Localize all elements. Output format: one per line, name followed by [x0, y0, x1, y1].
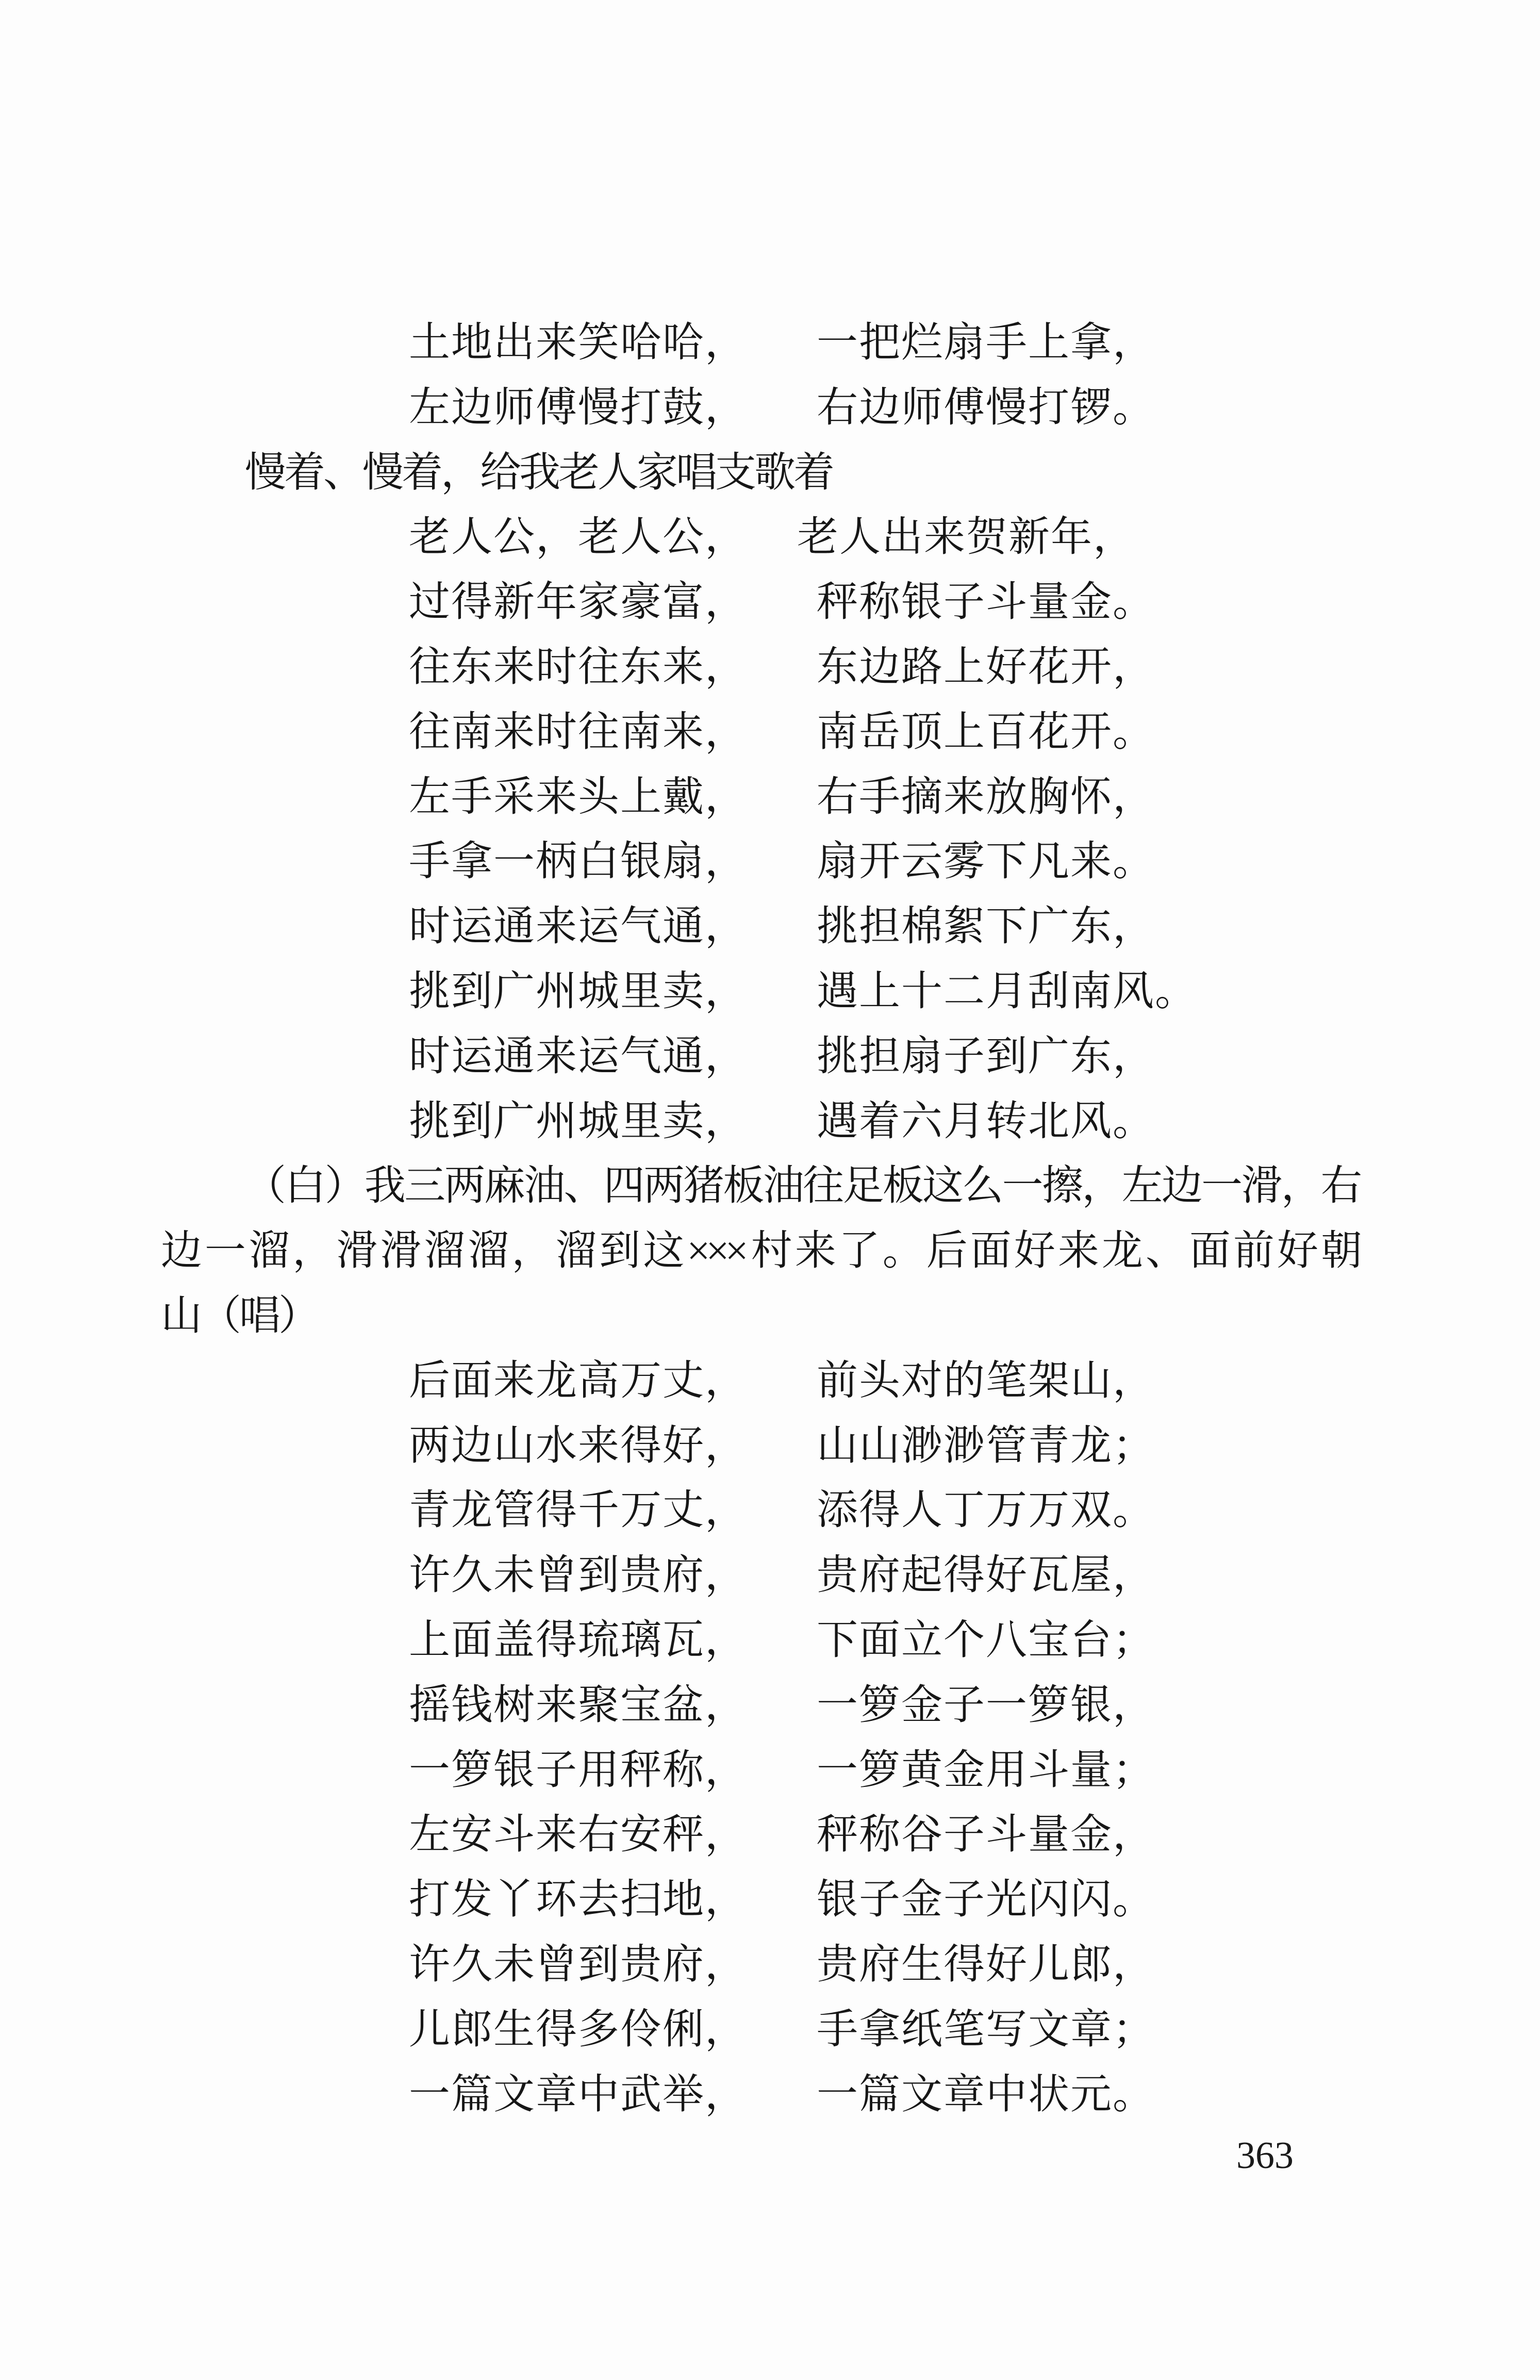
verse-line	[0, 1425, 1540, 1467]
verse-line	[0, 647, 1540, 688]
verse-first-half: 老人公，老人公，	[409, 515, 747, 561]
verse-second-half: 遇上十二月刮南风。	[817, 969, 1197, 1014]
verse-first-half: 青龙管得千万丈，	[409, 1488, 747, 1534]
verse-first-half: 时运通来运气通，	[409, 904, 747, 950]
verse-line	[0, 1033, 1540, 1079]
verse-first-half: 过得新年家豪富，	[409, 580, 747, 626]
verse-first-half: 手拿一柄白银扇，	[409, 839, 747, 885]
prose-line: 边一溜，滑滑溜溜，溜到这×××村来了。后面好来龙、面前好朝	[161, 1228, 1358, 1274]
page-number: 363	[1236, 2135, 1294, 2177]
verse-first-half: 上面盖得琉璃瓦，	[409, 1618, 747, 1663]
verse-second-half: 秤称银子斗量金。	[817, 580, 1155, 626]
verse-first-half: 一箩银子用秤称，	[409, 1747, 747, 1793]
verse-line	[0, 322, 1540, 364]
verse-second-half: 前头对的笔架山，	[817, 1358, 1155, 1404]
verse-second-half: 银子金子光闪闪。	[817, 1877, 1155, 1923]
prose-line: 山（唱）	[161, 1293, 318, 1339]
verse-first-half: 左边师傅慢打鼓，	[409, 385, 747, 431]
verse-second-half: 右边师傅慢打锣。	[817, 385, 1155, 431]
verse-first-half: 许久未曾到贵府，	[409, 1942, 747, 1988]
verse-line	[0, 2007, 1540, 2053]
verse-second-half: 秤称谷子斗量金，	[817, 1812, 1155, 1858]
verse-first-half: 挑到广州城里卖，	[409, 1098, 747, 1144]
verse-second-half: 一把烂扇手上拿，	[817, 320, 1155, 366]
verse-line	[0, 2072, 1540, 2118]
verse-first-half: 打发丫环去扫地，	[409, 1877, 747, 1923]
verse-line	[0, 1879, 1540, 1921]
verse-second-half: 贵府起得好瓦屋，	[817, 1553, 1155, 1599]
verse-second-half: 东边路上好花开，	[817, 645, 1155, 690]
verse-first-half: 摇钱树来聚宝盆，	[409, 1682, 747, 1728]
verse-second-half: 右手摘来放胸怀，	[817, 774, 1155, 820]
verse-line	[0, 1747, 1540, 1793]
verse-line	[0, 1682, 1540, 1728]
verse-first-half: 时运通来运气通，	[409, 1033, 747, 1079]
verse-first-half: 往东来时往东来，	[409, 645, 747, 690]
verse-first-half: 左安斗来右安秤，	[409, 1812, 747, 1858]
verse-second-half: 一箩黄金用斗量；	[817, 1747, 1155, 1793]
verse-line	[0, 1620, 1540, 1661]
verse-second-half: 挑担棉絮下广东，	[817, 904, 1155, 950]
verse-line	[0, 515, 1540, 561]
verse-second-half: 下面立个八宝台；	[817, 1618, 1155, 1663]
verse-line	[0, 1942, 1540, 1988]
verse-line	[0, 1360, 1540, 1402]
verse-first-half: 一篇文章中武举，	[409, 2072, 747, 2118]
verse-first-half: 许久未曾到贵府，	[409, 1553, 747, 1599]
verse-first-half: 往南来时往南来，	[409, 709, 747, 755]
verse-line	[0, 971, 1540, 1012]
verse-second-half: 老人出来贺新年，	[797, 515, 1135, 561]
verse-second-half: 添得人丁万万双。	[817, 1488, 1155, 1534]
verse-second-half: 一箩金子一箩银，	[817, 1682, 1155, 1728]
verse-second-half: 遇着六月转北风。	[817, 1098, 1155, 1144]
verse-first-half: 挑到广州城里卖，	[409, 969, 747, 1014]
verse-line	[0, 774, 1540, 820]
verse-first-half: 后面来龙高万丈，	[409, 1358, 747, 1404]
verse-second-half: 山山渺渺管青龙；	[817, 1423, 1155, 1469]
verse-line	[0, 1098, 1540, 1144]
verse-line	[0, 904, 1540, 950]
verse-line	[0, 839, 1540, 885]
verse-line	[0, 580, 1540, 626]
verse-first-half: 儿郎生得多伶俐，	[409, 2007, 747, 2053]
verse-second-half: 手拿纸笔写文章；	[817, 2007, 1155, 2053]
verse-line	[0, 1814, 1540, 1856]
verse-second-half: 一篇文章中状元。	[817, 2072, 1155, 2118]
verse-first-half: 两边山水来得好，	[409, 1423, 747, 1469]
verse-second-half: 扇开云雾下凡来。	[817, 839, 1155, 885]
prose-line: 慢着、慢着，给我老人家唱支歌着	[245, 450, 833, 496]
verse-line	[0, 1553, 1540, 1599]
verse-line	[0, 1488, 1540, 1534]
verse-second-half: 贵府生得好儿郎，	[817, 1942, 1155, 1988]
verse-first-half: 左手采来头上戴，	[409, 774, 747, 820]
verse-second-half: 挑担扇子到广东，	[817, 1033, 1155, 1079]
verse-line	[0, 709, 1540, 755]
verse-first-half: 土地出来笑哈哈，	[409, 320, 747, 366]
prose-line: （白）我三两麻油、四两猪板油往足板这么一擦，左边一滑，右	[245, 1163, 1358, 1209]
verse-second-half: 南岳顶上百花开。	[817, 709, 1155, 755]
verse-line	[0, 387, 1540, 429]
